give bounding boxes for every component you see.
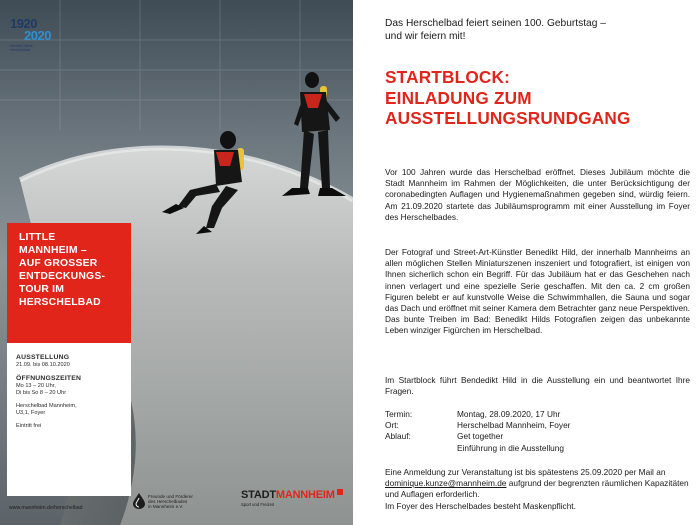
registration-paragraph <box>385 467 690 512</box>
poster-info-box <box>7 343 131 496</box>
mannheim-word: MANNHEIM <box>275 489 335 501</box>
poster-title-box <box>7 223 131 343</box>
entry-note: Eintritt frei <box>16 423 42 429</box>
logo-year-1920: 1920 <box>10 16 37 31</box>
event-details <box>385 409 690 454</box>
ort-value: Herschelbad Mannheim, Foyer <box>457 420 571 431</box>
paragraph-1: Vor 100 Jahren wurde das Herschelbad eröffnet. Dieses Jubiläum möchte die Stadt Mannheim im Rahmen der Möglichkeiten, die unter Berücksichtigung der coronabedingten Auflagen und Hygienemaßnahmen gegeben sind, würdig feiern. Am 21.09.2020 startete das Jubiläumsprogramm mit einer Ausstellung im Foyer des Herschelbades. <box>385 167 690 222</box>
detail-row-termin <box>385 409 690 420</box>
ausstellung-label: AUSSTELLUNG <box>16 354 70 361</box>
registration-text-b: aufgrund der begrenzten räumlichen Kapazitäten und Auflagen erforderlich. <box>385 478 689 500</box>
logo-subtitle: Hundert Jahre Herschelbad <box>10 44 33 52</box>
email-link[interactable]: dominique.kunze@mannheim.de <box>385 478 507 489</box>
mask-notice: Im Foyer des Herschelbades besteht Maskenpflicht. <box>385 500 576 511</box>
ausstellung-dates: 21.09. bis 08.10.2020 <box>16 362 70 368</box>
paragraph-2: Der Fotograf und Street-Art-Künstler Benedikt Hild, der innerhalb Mannheims an allen möglichen Stellen Miniaturszenen inszeniert und fotografiert, ist einigen von Ihnen sicherlich schon ein Begriff. Für das Jubiläum hat er das Geschehen nach innen verlagert und eine spezielle Serie geschaffen. Mit den ca. 2 cm großen Figuren belebt er auf kunstvolle Weise die Schwimmhallen, die Sauna und sogar das Dach und eröffnet mit seiner Kamera dem Betrachter ganz neue Perspektiven. Das bunte Treiben im Bad: Benedikt Hilds Fotografien zeigen das unbekannte Leben winziger Figürchen im Herschelbad. <box>385 247 690 336</box>
water-drop-icon <box>133 493 145 509</box>
detail-row-ort <box>385 420 690 431</box>
stadt-mannheim-logo <box>241 489 343 507</box>
opening-hours-line-2: Di bis So 8 – 20 Uhr <box>16 390 67 396</box>
stadt-logo-square-icon <box>337 489 343 495</box>
poster-title: LITTLE MANNHEIM – AUF GROSSER ENTDECKUNGS- TOUR IM HERSCHELBAD <box>19 232 106 308</box>
logo-year-2020: 2020 <box>24 28 51 43</box>
termin-value: Montag, 28.09.2020, 17 Uhr <box>457 409 561 419</box>
ablauf-label: Ablauf: <box>385 431 411 442</box>
oeffnungszeiten-label: ÖFFNUNGSZEITEN <box>16 375 82 382</box>
paragraph-3: Im Startblock führt Bendedikt Hild in die Ausstellung ein und beantwortet Ihre Fragen. <box>385 375 690 397</box>
location-line-2: U3,1, Foyer <box>16 410 46 416</box>
ablauf-value-1: Get together <box>457 431 504 442</box>
detail-row-ablauf <box>385 431 690 442</box>
registration-text-a: Eine Anmeldung zur Veranstaltung ist bis spätestens 25.09.2020 per Mail an <box>385 467 666 477</box>
anniversary-logo <box>10 18 51 52</box>
location-line-1: Herschelbad Mannheim, <box>16 403 77 409</box>
termin-label: Termin: <box>385 409 413 419</box>
ort-label: Ort: <box>385 420 399 431</box>
stadt-word: STADT <box>241 489 276 501</box>
foerderverein-logo: Freunde und Förderer des Herschelbades in Mannheim e.V. <box>133 493 193 509</box>
ablauf-value-2: Einführung in die Ausstellung <box>457 442 565 453</box>
detail-row-ablauf-2 <box>385 443 690 454</box>
stadt-logo-subline: Sport und Freizeit <box>241 502 275 507</box>
intro-text: Das Herschelbad feiert seinen 100. Geburtstag – und wir feiern mit! <box>385 18 606 42</box>
poster-footer-url: www.mannheim.de/herschelbad <box>9 505 83 511</box>
opening-hours-line-1: Mo 13 – 20 Uhr, <box>16 383 56 389</box>
headline: STARTBLOCK: EINLADUNG ZUM AUSSTELLUNGSRUNDGANG <box>385 67 631 128</box>
